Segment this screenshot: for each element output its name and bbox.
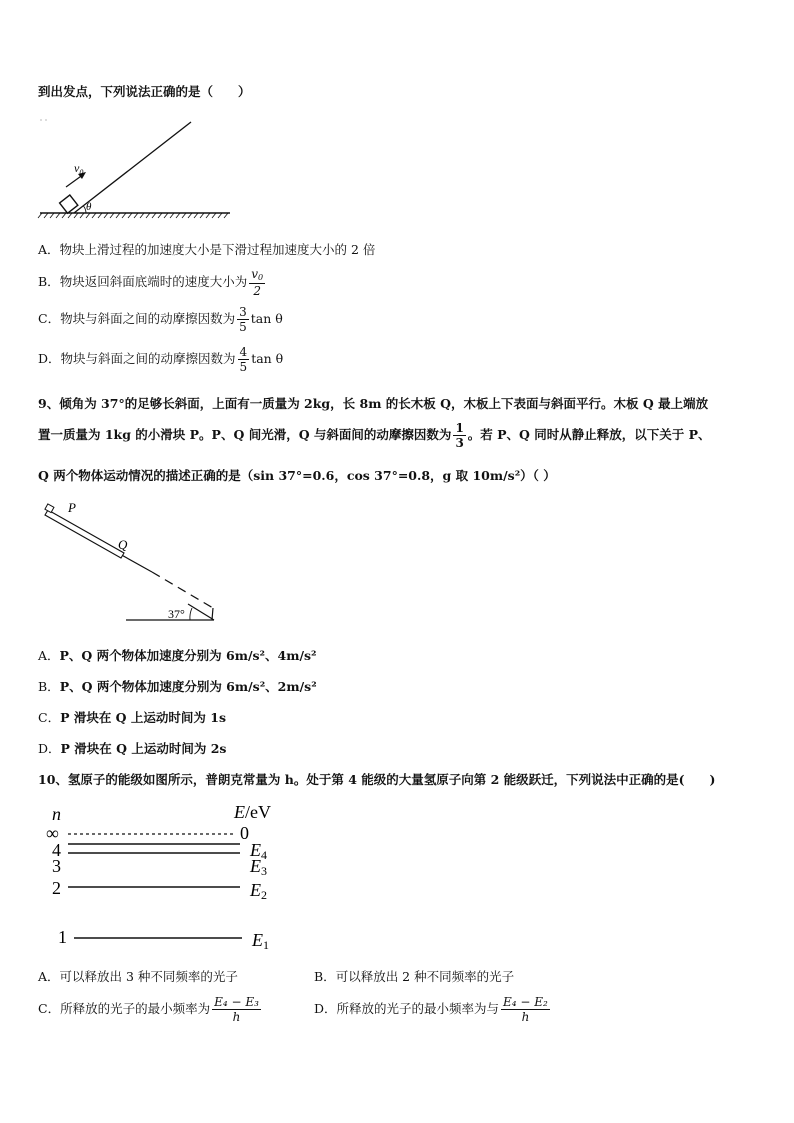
svg-text:0: 0 <box>240 823 249 843</box>
q10-option-d: D．所释放的光子的最小频率为与 $\frac{\text{E₄ − E₂}}{h}$ <box>314 995 548 1024</box>
v0-label: $v_0$ <box>74 161 84 177</box>
q9-incline-figure <box>38 498 228 626</box>
q8-option-d: D．物块与斜面之间的动摩擦因数为 $\frac{4}{5}$ tan θ <box>38 345 284 374</box>
board-q <box>45 510 124 558</box>
q10-stem: 10、氢原子的能级如图所示，普朗克常量为 h。处于第 4 能级的大量氢原子向第 2 能级跃迁，下列说法中正确的是( ) <box>38 772 716 787</box>
q8-option-c: C．物块与斜面之间的动摩擦因数为 $\frac{3}{5}$ tan θ <box>38 305 283 334</box>
q9-mu-fraction: $\frac{1}{3}$ <box>455 421 464 450</box>
svg-text:E2: E2 <box>250 880 267 902</box>
incline-line <box>74 122 191 213</box>
svg-text:4: 4 <box>52 840 61 860</box>
block-p <box>45 504 54 513</box>
q-label: Q <box>118 537 128 552</box>
q9-stem-line3: Q 两个物体运动情况的描述正确的是（sin 37°=0.6，cos 37°=0.8，g 取 10m/s²）（ ） <box>38 468 556 483</box>
q9-option-a: A．P、Q 两个物体加速度分别为 6m/s²、4m/s² <box>38 648 317 663</box>
q8-b-fraction: $\frac{v_0}{2}$ <box>251 267 264 298</box>
svg-text:1: 1 <box>58 927 67 947</box>
q10-c-fraction: $\frac{\text{E₄ − E₃}}{h}$ <box>214 995 259 1024</box>
svg-text:E4: E4 <box>250 840 267 862</box>
svg-text:∞: ∞ <box>46 823 59 843</box>
q8-d-fraction: $\frac{4}{5}$ <box>239 345 248 374</box>
q8-incline-figure <box>36 112 236 222</box>
theta-label: θ <box>86 201 92 213</box>
e-axis-label: E/eV <box>234 802 271 822</box>
q9-option-c: C．P 滑块在 Q 上运动时间为 1s <box>38 710 227 725</box>
q10-energy-level-diagram <box>40 800 290 950</box>
svg-text:E1: E1 <box>252 930 269 950</box>
q9-stem-line2: 置一质量为 1kg 的小滑块 P。P、Q 间光滑，Q 与斜面间的动摩擦因数为 $\frac{1}{3}$ 。若 P、Q 同时从静止释放，以下关于 P、 <box>38 421 711 450</box>
q8-option-a: A．物块上滑过程的加速度大小是下滑过程加速度大小的 2 倍 <box>38 242 376 257</box>
p-label: P <box>68 500 76 515</box>
q8-stem-tail: 到出发点，下列说法正确的是（ ） <box>38 84 251 99</box>
q10-option-b: B．可以释放出 2 种不同频率的光子 <box>314 969 515 984</box>
svg-text:2: 2 <box>52 878 61 898</box>
angle-label: 37° <box>168 607 185 621</box>
svg-text:E3: E3 <box>250 856 267 878</box>
block <box>60 195 78 213</box>
svg-text:3: 3 <box>52 856 61 876</box>
n-axis-label: n <box>52 804 61 824</box>
q10-option-a: A．可以释放出 3 种不同频率的光子 <box>38 969 238 984</box>
q8-option-b: B．物块返回斜面底端时的速度大小为 $\frac{v_0}{2}$ <box>38 267 264 298</box>
q9-option-d: D．P 滑块在 Q 上运动时间为 2s <box>38 741 227 756</box>
q10-option-c: C．所释放的光子的最小频率为 $\frac{\text{E₄ − E₃}}{h}$ <box>38 995 259 1024</box>
q9-stem-line1: 9、倾角为 37°的足够长斜面，上面有一质量为 2kg，长 8m 的长木板 Q，木板上下表面与斜面平行。木板 Q 最上端放 <box>38 396 709 411</box>
q8-c-fraction: $\frac{3}{5}$ <box>239 305 247 334</box>
q10-d-fraction: $\frac{\text{E₄ − E₂}}{h}$ <box>503 995 548 1024</box>
q9-option-b: B．P、Q 两个物体加速度分别为 6m/s²、2m/s² <box>38 679 317 694</box>
